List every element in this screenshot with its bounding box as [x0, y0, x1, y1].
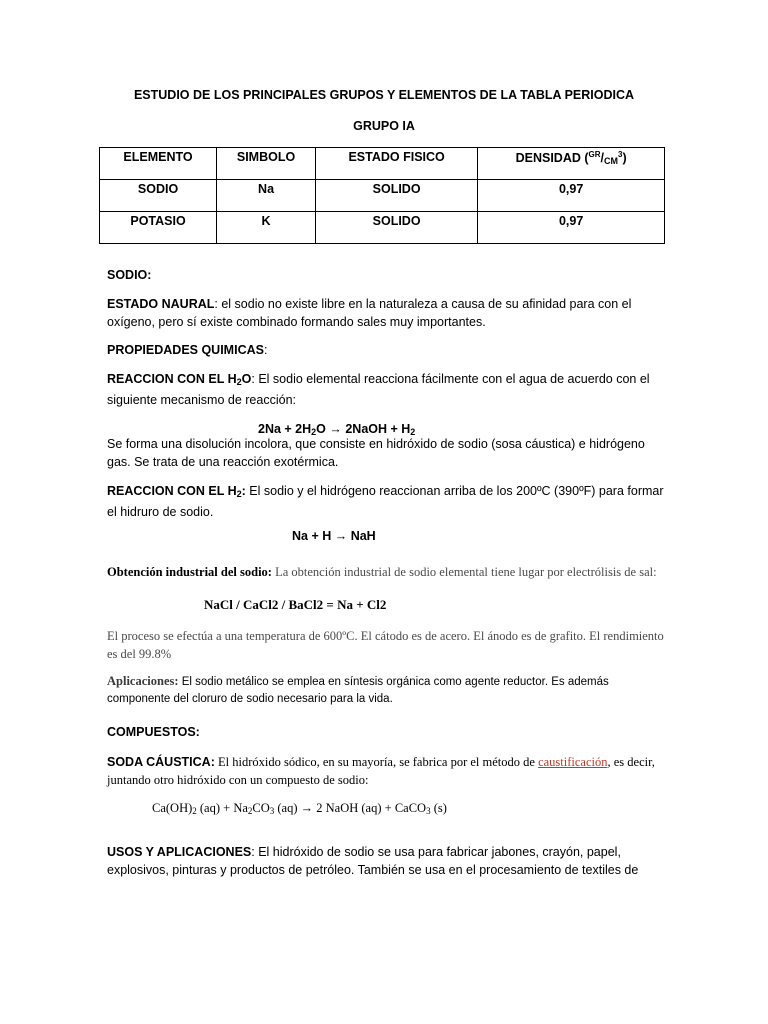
eq-part: (aq) → 2 NaOH (aq) + CaCO: [274, 801, 427, 815]
table-cell: Na: [217, 180, 316, 212]
reaccion-agua-label: [107, 372, 251, 386]
equation-caustic: [152, 801, 447, 816]
table-cell: SOLIDO: [316, 180, 478, 212]
usos-label: USOS Y APLICACIONES: [107, 845, 252, 859]
eq-part: O → 2NaOH + H: [316, 422, 411, 436]
usos-paragraph: [107, 843, 667, 879]
proceso-paragraph: El proceso se efectúa a una temperatura de 600ºC. El cátodo es de acero. El ánodo es de grafito. El rendimiento es del 99.8%: [107, 629, 664, 661]
reaccion-h-text: El sodio y el hidrógeno reaccionan arriba de los 200ºC (390ºF) para formar el hidruro de sodio.: [107, 484, 664, 519]
reaccion-agua-label-text: REACCION CON EL H: [107, 372, 237, 386]
reaccion-h-paragraph: [107, 482, 667, 521]
table-header-cell: ESTADO FISICO: [316, 148, 478, 180]
soda-text-a: El hidróxido sódico, en su mayoría, se fabrica por el método de: [214, 755, 539, 769]
document-heading: ESTUDIO DE LOS PRINCIPALES GRUPOS Y ELEMENTOS DE LA TABLA PERIODICA: [133, 88, 635, 102]
compuestos-heading: COMPUESTOS:: [107, 725, 200, 739]
obtencion-paragraph: [107, 563, 667, 581]
estado-natural-paragraph: [107, 295, 667, 331]
subscript: 2: [192, 806, 197, 816]
reaccion-agua-paragraph: [107, 370, 667, 409]
subscript: 2: [311, 427, 317, 437]
sodio-heading: SODIO:: [107, 268, 152, 282]
table-cell: 0,97: [478, 180, 665, 212]
eq-part: 2Na + 2H: [258, 422, 312, 436]
table-cell: POTASIO: [100, 212, 217, 244]
equation-hydride: Na + H → NaH: [292, 529, 376, 543]
agua-result-paragraph: Se forma una disolución incolora, que consiste en hidróxido de sodio (sosa cáustica) e hidrógeno gas. Se trata de una reacción exotérmica.: [107, 437, 645, 469]
table-header-cell-density: DENSIDAD $(^{GR}/_{CM}^3)$: [478, 148, 665, 180]
propiedades-label: PROPIEDADES QUIMICAS: [107, 343, 264, 357]
obtencion-label: Obtención industrial del sodio:: [107, 565, 272, 579]
table-cell: K: [217, 212, 316, 244]
aplicaciones-text: El sodio metálico se emplea en síntesis orgánica como agente reductor. Es además componente del cloruro de sodio necesario para la vida.: [107, 676, 609, 705]
table-row: [100, 180, 665, 212]
equation-electrolysis: NaCl / CaCl2 / BaCl2 = Na + Cl2: [204, 597, 387, 612]
aplicaciones-label: Aplicaciones:: [107, 674, 179, 688]
table-header-row: [100, 148, 665, 180]
usos-text: : El hidróxido de sodio se usa para fabricar jabones, crayón, papel, explosivos, pinturas y productos de petróleo. También se usa en el procesamiento de textiles de: [107, 845, 639, 877]
group-title: GRUPO IA: [353, 119, 415, 133]
reaccion-h-colon: :: [241, 484, 246, 498]
elements-table: [99, 147, 665, 244]
reaccion-h-label-text: REACCION CON EL H: [107, 484, 237, 498]
propiedades-heading: [107, 341, 667, 359]
aplicaciones-paragraph: [107, 673, 667, 708]
estado-label: ESTADO NAURAL: [107, 297, 215, 311]
subscript: 2: [410, 427, 416, 437]
eq-part: (aq) + Na: [196, 801, 248, 815]
eq-part: (s): [430, 801, 447, 815]
subscript: 2: [247, 806, 253, 816]
soda-paragraph: [107, 753, 667, 789]
eq-part: CO: [252, 801, 270, 815]
reaccion-agua-label-end: O: [241, 372, 252, 386]
subscript: 2: [236, 489, 242, 499]
subscript: 3: [269, 806, 275, 816]
propiedades-colon: :: [263, 343, 268, 357]
table-cell: SOLIDO: [316, 212, 478, 244]
soda-label: SODA CÁUSTICA:: [107, 755, 215, 769]
estado-text: : el sodio no existe libre en la naturaleza a causa de su afinidad para con el oxígeno, pero sí existe combinado formando sales muy importantes.: [107, 297, 632, 329]
table-cell: SODIO: [100, 180, 217, 212]
table-header-cell: SIMBOLO: [217, 148, 316, 180]
reaccion-agua-text: : El sodio elemental reacciona fácilmente con el agua de acuerdo con el siguiente mecanismo de reacción:: [107, 372, 650, 407]
caustificacion-link[interactable]: caustificación: [538, 755, 608, 769]
eq-part: Ca(OH): [152, 801, 193, 815]
obtencion-text: La obtención industrial de sodio elemental tiene lugar por electrólisis de sal:: [271, 565, 657, 579]
table-row: [100, 212, 665, 244]
soda-text-b: , es decir, juntando otro hidróxido con un compuesto de sodio:: [107, 755, 655, 787]
subscript: 2: [236, 377, 242, 387]
table-cell: 0,97: [478, 212, 665, 244]
reaccion-h-label: [107, 484, 246, 498]
subscript: 3: [426, 806, 431, 816]
table-header-cell: ELEMENTO: [100, 148, 217, 180]
